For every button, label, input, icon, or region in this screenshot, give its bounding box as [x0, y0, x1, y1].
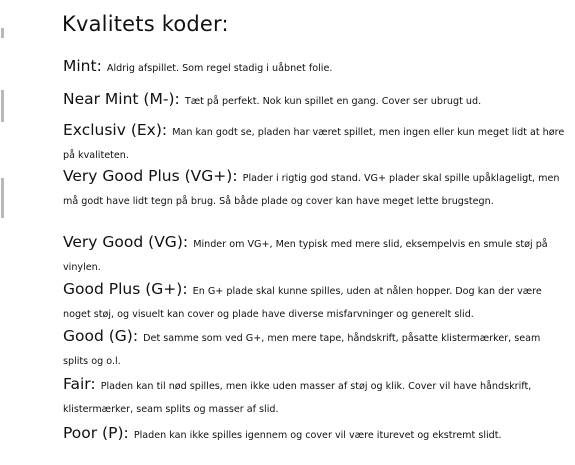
- grade-label: Fair:: [63, 375, 96, 393]
- grade-label: Mint:: [63, 57, 102, 75]
- grade-near-mint: [63, 89, 568, 112]
- grade-good-plus: [63, 279, 568, 325]
- grade-poor: [63, 423, 568, 446]
- grade-good: [63, 326, 568, 372]
- grade-description: En G+ plade skal kunne spilles, uden at nålen hopper. Dog kan der være noget støj, og visuelt kan cover og plade have diverse misfarvninger og generelt slid.: [63, 286, 542, 320]
- grade-very-good-plus: [63, 166, 568, 212]
- grade-label: Very Good (VG):: [63, 233, 189, 251]
- grade-description: Man kan godt se, pladen har været spillet, men ingen eller kun meget lidt at høre på kvaliteten.: [63, 127, 565, 161]
- grade-label: Exclusiv (Ex):: [63, 121, 168, 139]
- grade-description: Minder om VG+, Men typisk med mere slid, eksempelvis en smule støj på vinylen.: [63, 239, 548, 273]
- grade-label: Good (G):: [63, 327, 139, 345]
- grade-description: Pladen kan til nød spilles, men ikke uden masser af støj og klik. Cover vil have håndskrift, klistermærker, seam splits og masser af slid.: [63, 381, 532, 415]
- grade-label: Very Good Plus (VG+):: [63, 167, 238, 185]
- grade-description: Plader i rigtig god stand. VG+ plader skal spille upåklageligt, men må godt have lidt tegn på brug. Så både plade og cover kan have meget lette brugstegn.: [63, 173, 560, 207]
- grade-label: Good Plus (G+):: [63, 280, 188, 298]
- grade-description: Aldrig afspillet. Som regel stadig i uåbnet folie.: [106, 63, 333, 74]
- grade-fair: [63, 374, 568, 420]
- grade-very-good: [63, 232, 568, 278]
- grade-description: Tæt på perfekt. Nok kun spillet en gang. Cover ser ubrugt ud.: [184, 96, 482, 107]
- grade-exclusiv: [63, 120, 568, 166]
- grade-label: Near Mint (M-):: [63, 90, 180, 108]
- scan-edge-marks: [0, 0, 6, 465]
- grade-description: Pladen kan ikke spilles igennem og cover vil være iturevet og ekstremt slidt.: [133, 430, 502, 441]
- grade-mint: [63, 56, 568, 79]
- grade-description: Det samme som ved G+, men mere tape, håndskrift, påsatte klistermærker, seam splits og o.l.: [63, 333, 541, 367]
- grade-label: Poor (P):: [63, 424, 129, 442]
- page-title: Kvalitets koder:: [62, 12, 229, 36]
